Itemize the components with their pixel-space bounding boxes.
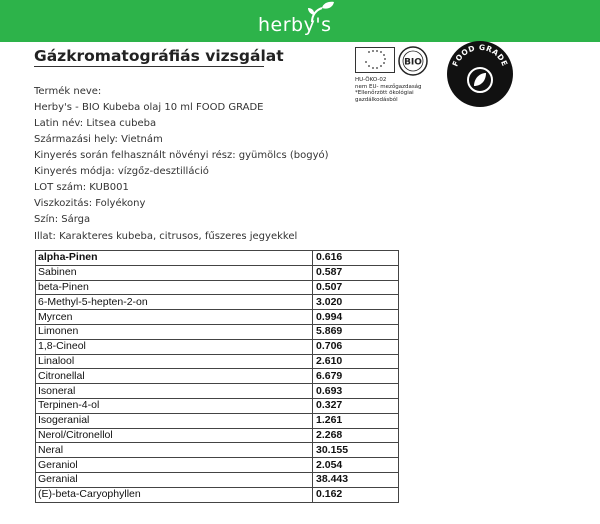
eu-text-line: nem EU- mezőgazdaság <box>355 83 422 90</box>
table-row <box>36 428 399 443</box>
bio-badge-icon <box>398 46 428 76</box>
info-line-product-name: Herby's - BIO Kubeba olaj 10 ml FOOD GRADE <box>34 102 264 113</box>
component-value: 1.261 <box>313 413 399 428</box>
component-name: alpha-Pinen <box>36 251 313 266</box>
component-name: Limonen <box>36 324 313 339</box>
component-value: 0.616 <box>313 251 399 266</box>
info-line-viscosity: Viszkozitás: Folyékony <box>34 198 146 209</box>
eu-text-line: *Ellenőrzött ökológiai <box>355 90 414 96</box>
component-value: 2.268 <box>313 428 399 443</box>
brand-logo[interactable]: herby's <box>258 14 332 36</box>
table-row <box>36 443 399 458</box>
component-value: 0.507 <box>313 280 399 295</box>
info-line-extraction: Kinyerés módja: vízgőz-desztilláció <box>34 166 209 177</box>
eu-text-line: HU-ÖKO-02 <box>355 77 387 83</box>
table-row <box>36 472 399 487</box>
eu-certification-text <box>355 77 422 103</box>
component-value: 2.054 <box>313 458 399 473</box>
table-row <box>36 458 399 473</box>
info-line-lot: LOT szám: KUB001 <box>34 182 129 193</box>
info-line-aroma: Illat: Karakteres kubeba, citrusos, fűszeres jegyekkel <box>34 231 298 242</box>
component-name: beta-Pinen <box>36 280 313 295</box>
table-row <box>36 369 399 384</box>
title-underline <box>34 66 264 67</box>
table-row <box>36 354 399 369</box>
component-name: Isogeranial <box>36 413 313 428</box>
component-name: Citronellal <box>36 369 313 384</box>
table-row <box>36 265 399 280</box>
table-row <box>36 324 399 339</box>
component-value: 0.162 <box>313 487 399 502</box>
table-row <box>36 339 399 354</box>
info-line-color: Szín: Sárga <box>34 214 91 225</box>
table-row <box>36 280 399 295</box>
table-row <box>36 413 399 428</box>
leaf-icon <box>306 1 336 23</box>
component-value: 6.679 <box>313 369 399 384</box>
bio-badge-text: BIO <box>404 57 422 68</box>
component-value: 30.155 <box>313 443 399 458</box>
info-line-origin: Származási hely: Vietnám <box>34 134 163 145</box>
component-value: 0.327 <box>313 398 399 413</box>
component-value: 0.693 <box>313 384 399 399</box>
component-name: 6-Methyl-5-hepten-2-on <box>36 295 313 310</box>
component-value: 2.610 <box>313 354 399 369</box>
table-row <box>36 398 399 413</box>
gc-results-table <box>35 250 399 503</box>
info-line-product-label: Termék neve: <box>34 86 102 97</box>
component-name: Myrcen <box>36 310 313 325</box>
brand-header <box>0 0 600 42</box>
component-name: Nerol/Citronellol <box>36 428 313 443</box>
table-row <box>36 295 399 310</box>
component-value: 0.994 <box>313 310 399 325</box>
component-name: 1,8-Cineol <box>36 339 313 354</box>
component-value: 5.869 <box>313 324 399 339</box>
component-value: 0.706 <box>313 339 399 354</box>
component-name: Linalool <box>36 354 313 369</box>
component-value: 0.587 <box>313 265 399 280</box>
table-row <box>36 384 399 399</box>
page-title: Gázkromatográfiás vizsgálat <box>34 47 284 65</box>
component-name: (E)-beta-Caryophyllen <box>36 487 313 502</box>
component-name: Geraniol <box>36 458 313 473</box>
table-row <box>36 310 399 325</box>
component-name: Isoneral <box>36 384 313 399</box>
info-line-latin-name: Latin név: Litsea cubeba <box>34 118 157 129</box>
component-name: Neral <box>36 443 313 458</box>
component-value: 38.443 <box>313 472 399 487</box>
food-grade-badge-icon <box>446 40 514 108</box>
table-row <box>36 487 399 502</box>
component-value: 3.020 <box>313 295 399 310</box>
table-row <box>36 251 399 266</box>
eu-organic-leaf-icon <box>355 47 395 73</box>
component-name: Sabinen <box>36 265 313 280</box>
component-name: Terpinen-4-ol <box>36 398 313 413</box>
eu-text-line: gazdálkodásból <box>355 96 398 103</box>
component-name: Geranial <box>36 472 313 487</box>
info-line-plant-part: Kinyerés során felhasznált növényi rész: gyümölcs (bogyó) <box>34 150 329 161</box>
food-grade-text: FOOD GRADE <box>450 42 510 68</box>
